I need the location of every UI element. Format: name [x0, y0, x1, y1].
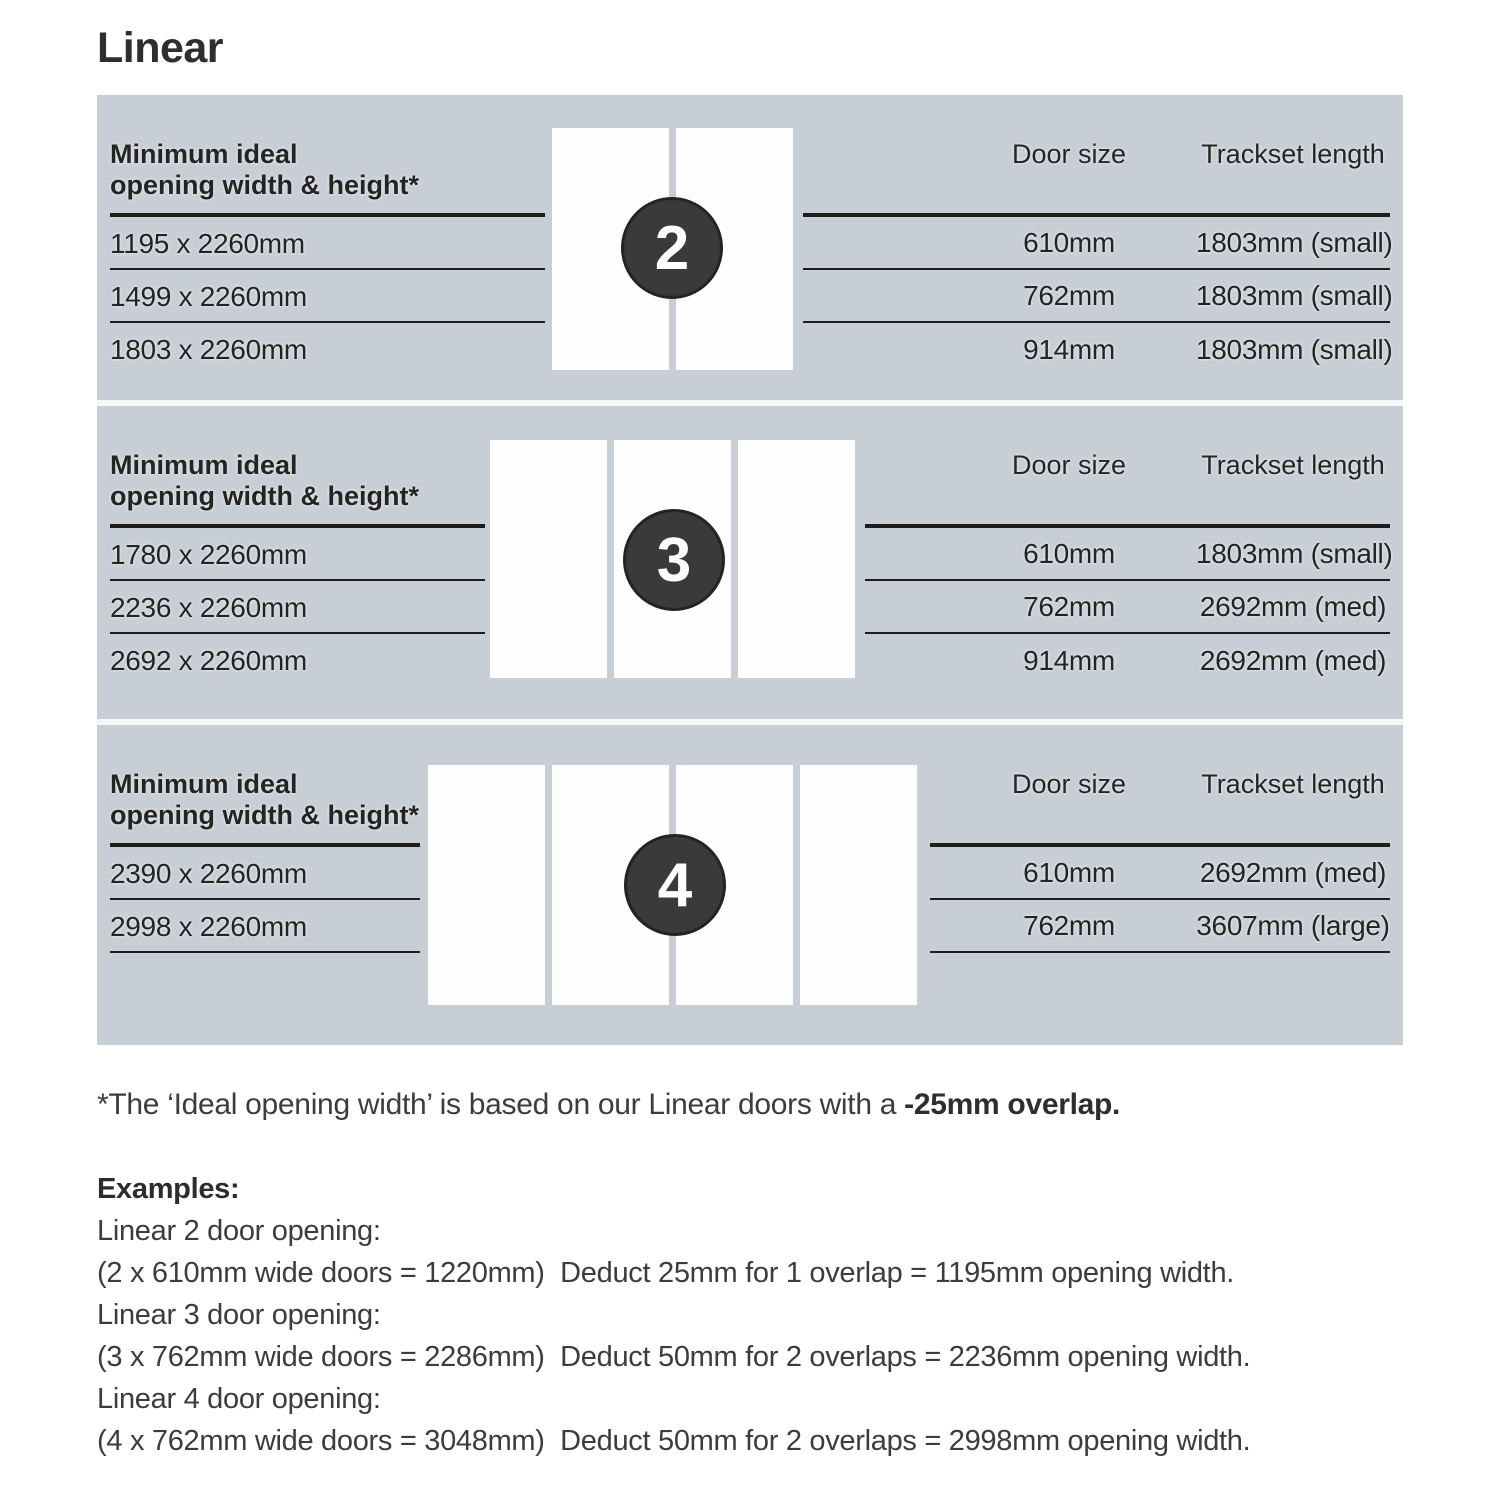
trackset-header: Trackset length	[1201, 769, 1385, 799]
opening-header-line2: opening width & height*	[110, 800, 419, 830]
door-size-value: 762mm	[1023, 909, 1115, 941]
example-label: Linear 4 door opening:	[97, 1383, 381, 1415]
opening-size-row: 1499 x 2260mm	[110, 270, 545, 323]
opening-size-row: 2998 x 2260mm	[110, 900, 420, 953]
size-table	[930, 769, 1390, 953]
door-size-header: Door size	[1011, 769, 1127, 799]
door-size-value: 610mm	[1023, 537, 1115, 569]
size-table-row	[803, 323, 1393, 376]
opening-size-column	[110, 139, 545, 376]
size-table-row	[930, 847, 1390, 900]
size-table-row	[865, 528, 1393, 581]
opening-size-column	[110, 769, 420, 953]
door-size-value: 762mm	[1023, 590, 1115, 622]
door-count-badge: 3	[623, 509, 725, 611]
opening-header-line1: Minimum ideal	[110, 139, 298, 169]
door-size-value: 610mm	[1023, 226, 1115, 258]
size-table-header	[930, 769, 1390, 833]
size-table-row	[865, 581, 1390, 634]
door-panel	[428, 765, 545, 1005]
size-table-header	[803, 139, 1390, 203]
door-size-header: Door size	[1011, 139, 1127, 169]
opening-header	[110, 769, 420, 833]
size-table-row	[803, 217, 1393, 270]
door-diagram-2	[552, 128, 793, 370]
door-panel	[800, 765, 917, 1005]
size-table-row	[930, 900, 1390, 953]
door-panel	[738, 440, 855, 678]
opening-header-line2: opening width & height*	[110, 170, 419, 200]
section-3-door	[97, 406, 1403, 719]
footnote-text: *The ‘Ideal opening width’ is based on our Linear doors with a	[97, 1088, 905, 1121]
footnote	[97, 1088, 1120, 1122]
trackset-value: 1803mm (small)	[1196, 279, 1393, 311]
opening-size-row: 1803 x 2260mm	[110, 334, 307, 365]
door-size-value: 762mm	[1023, 279, 1115, 311]
size-table-row	[803, 270, 1393, 323]
door-size-value: 914mm	[1023, 644, 1115, 676]
footnote-bold-text: -25mm overlap.	[904, 1088, 1121, 1121]
trackset-value: 2692mm (med)	[1199, 590, 1387, 622]
trackset-value: 1803mm (small)	[1196, 333, 1393, 365]
door-size-value: 610mm	[1023, 856, 1115, 888]
opening-header	[110, 139, 545, 203]
section-2-door	[97, 95, 1403, 400]
size-guide-panel	[97, 95, 1403, 1045]
trackset-value: 3607mm (large)	[1196, 909, 1390, 941]
example-detail: (4 x 762mm wide doors = 3048mm) Deduct 50mm for 2 overlaps = 2998mm opening width.	[97, 1425, 1251, 1457]
example-label: Linear 3 door opening:	[97, 1299, 381, 1331]
opening-header-line2: opening width & height*	[110, 481, 419, 511]
opening-header-line1: Minimum ideal	[110, 450, 298, 480]
trackset-value: 2692mm (med)	[1199, 856, 1387, 888]
trackset-header: Trackset length	[1201, 139, 1385, 169]
example-label: Linear 2 door opening:	[97, 1215, 381, 1247]
opening-header	[110, 450, 485, 514]
examples-heading: Examples:	[97, 1173, 240, 1205]
example-detail: (3 x 762mm wide doors = 2286mm) Deduct 50mm for 2 overlaps = 2236mm opening width.	[97, 1341, 1251, 1373]
opening-size-row: 2236 x 2260mm	[110, 581, 485, 634]
size-table	[803, 139, 1393, 376]
example-detail: (2 x 610mm wide doors = 1220mm) Deduct 25mm for 1 overlap = 1195mm opening width.	[97, 1257, 1235, 1289]
trackset-value: 1803mm (small)	[1196, 537, 1393, 569]
size-table-header	[865, 450, 1390, 514]
trackset-value: 2692mm (med)	[1199, 644, 1387, 676]
door-count-badge: 2	[621, 197, 723, 299]
trackset-value: 1803mm (small)	[1196, 226, 1393, 258]
opening-size-column	[110, 450, 485, 687]
opening-size-row: 2692 x 2260mm	[110, 645, 307, 676]
door-count-badge: 4	[624, 834, 726, 936]
door-diagram-4	[428, 765, 917, 1005]
size-table-row	[865, 634, 1390, 687]
door-panel	[490, 440, 607, 678]
opening-header-line1: Minimum ideal	[110, 769, 298, 799]
page-title: Linear	[97, 24, 224, 72]
examples-block	[97, 1168, 1250, 1462]
opening-size-row: 1780 x 2260mm	[110, 528, 485, 581]
trackset-header: Trackset length	[1201, 450, 1385, 480]
opening-size-row: 1195 x 2260mm	[110, 217, 545, 270]
door-size-header: Door size	[1011, 450, 1127, 480]
door-diagram-3	[490, 440, 855, 678]
size-table	[865, 450, 1393, 687]
section-4-door	[97, 725, 1403, 1045]
opening-size-row: 2390 x 2260mm	[110, 847, 420, 900]
door-size-value: 914mm	[1023, 333, 1115, 365]
